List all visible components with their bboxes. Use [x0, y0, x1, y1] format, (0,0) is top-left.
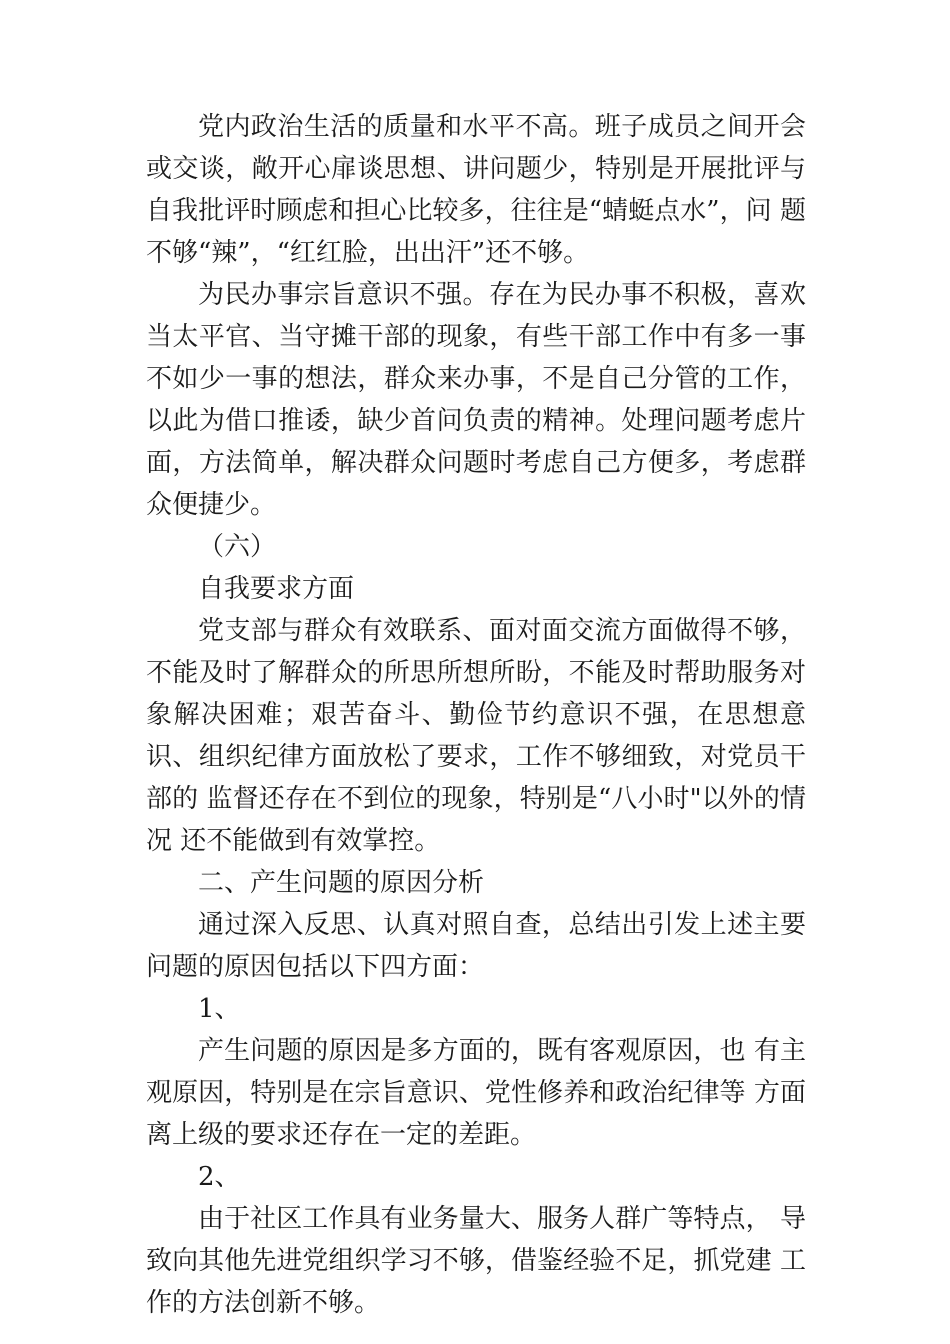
item-number-1: 1、: [198, 994, 241, 1024]
paragraph-cause-2: 由于社区工作具有业务量大、服务人群广等特点， 导致向其他先进党组织学习不够，借鉴经验不足，抓党建 工作的方法创新不够。: [146, 1204, 806, 1318]
paragraph-self-requirements: 党支部与群众有效联系、面对面交流方面做得不够， 不能及时了解群众的所思所想所盼，不能及时帮助服务对 象解决困难；艰苦奋斗、勤俭节约意识不强，在思想意识、组织纪律方面放松了要求，工作不够细致，对党员干部的 监督还存在不到位的现象，特别是“八小时"以外的情况 还不能做到有效掌控。: [146, 616, 806, 856]
item-number-2: 2、: [198, 1162, 241, 1192]
section-number-six: （六）: [198, 532, 277, 562]
paragraph-cause-intro: 通过深入反思、认真对照自查，总结出引发上述主要 问题的原因包括以下四方面：: [146, 910, 806, 982]
paragraph-serving-people: 为民办事宗旨意识不强。存在为民办事不积极，喜欢 当太平官、当守摊干部的现象，有些干部工作中有多一事 不如少一事的想法，群众来办事，不是自己分管的工作， 以此为借口推诿，缺少首问负责的精神。处理问题考虑片 面，方法简单，解决群众问题时考虑自己方便多，考虑群 众便捷少。: [146, 280, 806, 520]
section-heading-self-requirements: 自我要求方面: [198, 574, 355, 604]
paragraph-political-life: 党内政治生活的质量和水平不高。班子成员之间开会或交谈，敞开心扉谈思想、讲问题少，特别是开展批评与 自我批评时顾虑和担心比较多，往往是“蜻蜓点水”，问 题不够“辣”，“红红脸，出出汗”还不够。: [146, 112, 806, 268]
document-body: [146, 106, 806, 1324]
section-heading-cause-analysis: 二、产生问题的原因分析: [198, 868, 485, 898]
paragraph-cause-1: 产生问题的原因是多方面的，既有客观原因，也 有主观原因，特别是在宗旨意识、党性修养和政治纪律等 方面离上级的要求还存在一定的差距。: [146, 1036, 806, 1150]
